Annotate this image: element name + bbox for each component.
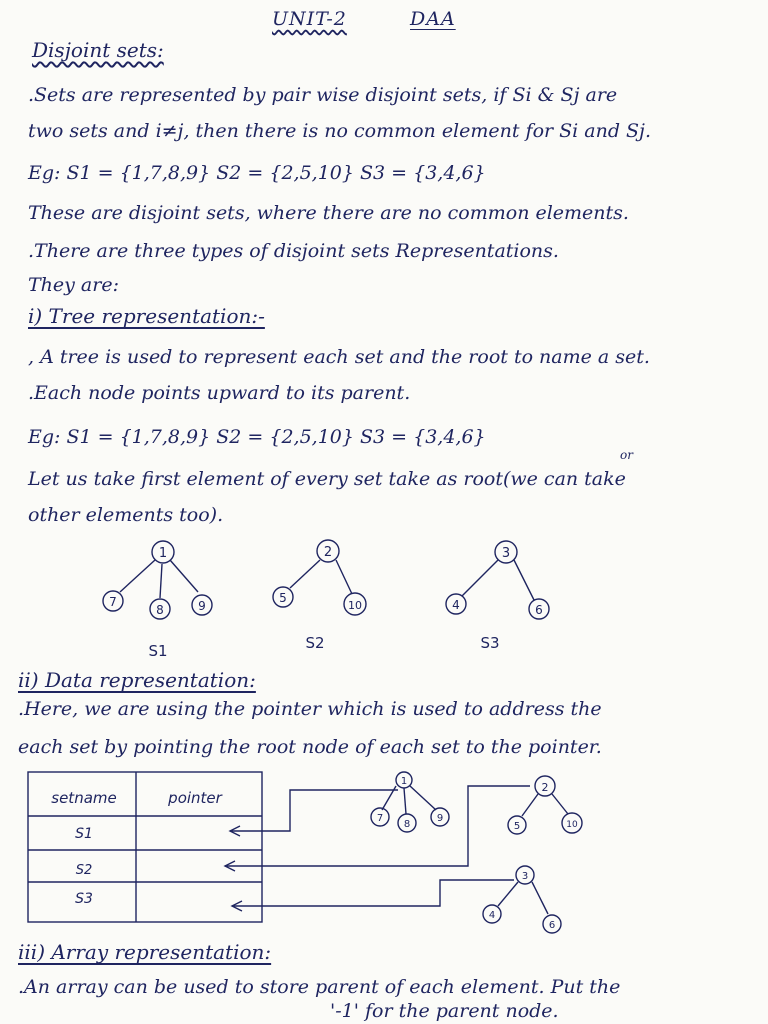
svg-text:6: 6 [548,920,556,931]
tree-node [543,915,561,933]
unit-title: UNIT-2 [272,8,347,30]
example-line: Eg: S1 = {1,7,8,9} S2 = {2,5,10} S3 = {3,4,6} [28,426,486,448]
table-cell-setname: S2 [75,863,93,878]
svg-text:2: 2 [323,545,333,560]
tree-label-s3: S3 [480,634,500,652]
tree-node [317,540,339,562]
svg-text:4: 4 [488,910,496,921]
tree-node [535,776,555,796]
svg-text:1: 1 [400,776,408,787]
svg-text:10: 10 [566,820,578,830]
table-cell-setname: S1 [75,826,93,842]
svg-text:2: 2 [541,781,549,794]
tree-representation-heading: i) Tree representation:- [28,304,265,328]
tree-label-s1: S1 [148,642,168,660]
text-line: '-1' for the parent node. [330,1000,559,1022]
text-line: .Each node points upward to its parent. [28,382,411,404]
tree-node [398,814,416,832]
tree-node [562,813,582,833]
svg-text:10: 10 [348,599,362,612]
tree-node [150,599,170,619]
tree-node [103,591,123,611]
svg-text:5: 5 [513,821,521,832]
array-representation-heading: iii) Array representation: [18,940,272,964]
tree-node [396,772,412,788]
text-line: Let us take first element of every set take as root(we can take [28,468,626,490]
text-line: each set by pointing the root node of each set to the pointer. [18,736,602,758]
subject-title: DAA [410,8,456,30]
svg-text:3: 3 [501,546,511,561]
tree-node [344,593,366,615]
svg-text:7: 7 [109,595,117,609]
svg-text:6: 6 [535,603,543,617]
tree-node [273,587,293,607]
text-line: They are: [28,274,119,296]
text-line: .An array can be used to store parent of each element. Put the [18,976,621,998]
table-cell-setname: S3 [75,891,93,907]
tree-label-s2: S2 [305,634,325,652]
table-header-setname: setname [51,789,117,807]
tree-node [192,595,212,615]
svg-text:7: 7 [376,813,384,824]
page-title: Disjoint sets: [32,38,164,62]
pointer-arrows [225,786,530,911]
svg-text:9: 9 [436,813,444,824]
text-line: , A tree is used to represent each set and the root to name a set. [28,346,650,368]
tree-node [516,866,534,884]
text-line: .Sets are represented by pair wise disjoint sets, if Si & Sj are [28,84,618,106]
table-header-pointer: pointer [168,789,222,807]
tree-node [431,808,449,826]
tree-s3 [446,541,549,652]
pointer-tree-s1 [371,772,449,832]
example-line: Eg: S1 = {1,7,8,9} S2 = {2,5,10} S3 = {3,4,6} [28,162,486,184]
svg-text:5: 5 [279,591,287,605]
text-line: .There are three types of disjoint sets Representations. [28,240,559,262]
tree-node [495,541,517,563]
svg-text:9: 9 [198,599,206,613]
pointer-tree-s3 [483,866,561,933]
svg-text:1: 1 [158,546,168,561]
svg-text:8: 8 [403,819,411,830]
pointer-table [28,772,262,922]
or-annotation: or [620,448,633,462]
tree-node [371,808,389,826]
tree-node [483,905,501,923]
text-line: two sets and i≠j, then there is no common element for Si and Sj. [28,120,651,142]
tree-s1 [103,541,212,660]
pointer-tree-s2 [508,776,582,834]
tree-node [508,816,526,834]
text-line: These are disjoint sets, where there are no common elements. [28,202,629,224]
tree-s2 [273,540,366,652]
tree-node [152,541,174,563]
tree-node [446,594,466,614]
svg-text:4: 4 [452,598,460,612]
svg-text:8: 8 [156,603,164,617]
data-representation-heading: ii) Data representation: [18,668,256,692]
text-line: other elements too). [28,504,224,526]
svg-text:3: 3 [521,871,529,882]
tree-node [529,599,549,619]
text-line: .Here, we are using the pointer which is used to address the [18,698,602,720]
